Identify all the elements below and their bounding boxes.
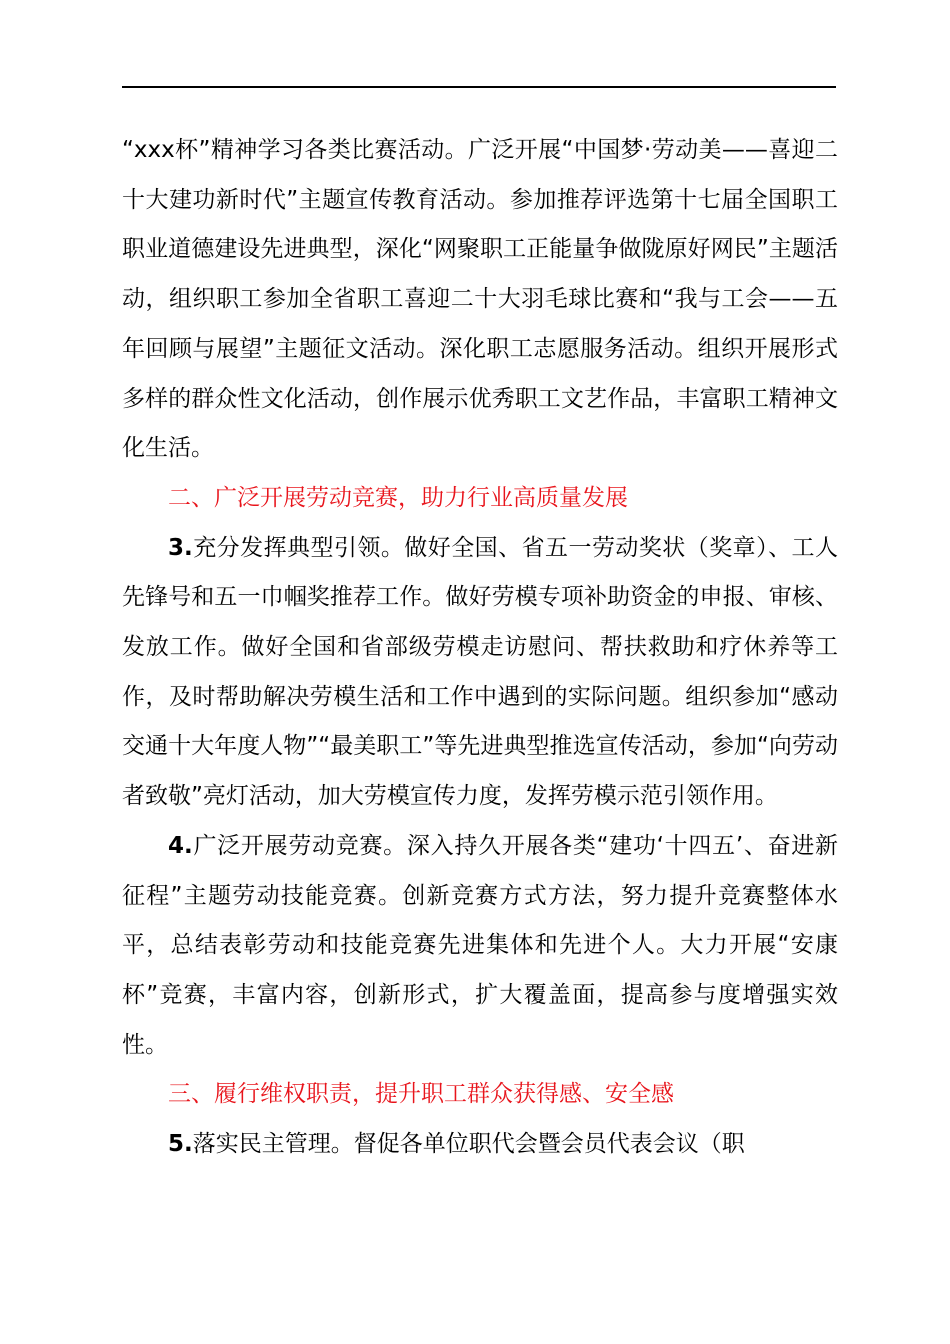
item-number: 5. [168, 1131, 193, 1158]
item-text: 广泛开展劳动竞赛。深入持久开展各类“建功‘十四五’、奋进新征程”主题劳动技能竞赛。创新竞赛方式方法，努力提升竞赛整体水平，总结表彰劳动和技能竞赛先进集体和先进个人。大力开展“安康杯”竞赛，丰富内容，创新形式，扩大覆盖面，提高参与度增强实效性。 [122, 832, 838, 1058]
document-body [122, 126, 838, 1170]
item-text: 充分发挥典型引领。做好全国、省五一劳动奖状（奖章）、工人先锋号和五一巾帼奖推荐工作。做好劳模专项补助资金的申报、审核、发放工作。做好全国和省部级劳模走访慰问、帮扶救助和疗休养等工作，及时帮助解决劳模生活和工作中遇到的实际问题。组织参加“感动交通十大年度人物”“最美职工”等先进典型推选宣传活动，参加“向劳动者致敬”亮灯活动，加大劳模宣传力度，发挥劳模示范引领作用。 [122, 534, 838, 810]
item-number: 3. [168, 534, 193, 561]
header-rule [122, 86, 836, 88]
section-heading-rights-protection: 三、履行维权职责，提升职工群众获得感、安全感 [168, 1081, 674, 1108]
item-text: 落实民主管理。督促各单位职代会暨会员代表会议（职 [192, 1131, 745, 1158]
paragraph-item-4 [122, 822, 838, 1071]
paragraph-continued-activities: “xxx杯”精神学习各类比赛活动。广泛开展“中国梦·劳动美——喜迎二十大建功新时代”主题宣传教育活动。参加推荐评选第十七届全国职工职业道德建设先进典型，深化“网聚职工正能量争做陇原好网民”主题活动，组织职工参加全省职工喜迎二十大羽毛球比赛和“我与工会——五年回顾与展望”主题征文活动。深化职工志愿服务活动。组织开展形式多样的群众性文化活动，创作展示优秀职工文艺作品，丰富职工精神文化生活。 [122, 137, 838, 462]
section-heading-labor-competition: 二、广泛开展劳动竞赛，助力行业高质量发展 [168, 484, 628, 511]
paragraph-item-3 [122, 524, 838, 822]
item-number: 4. [168, 832, 193, 859]
paragraph-item-5 [122, 1120, 838, 1170]
